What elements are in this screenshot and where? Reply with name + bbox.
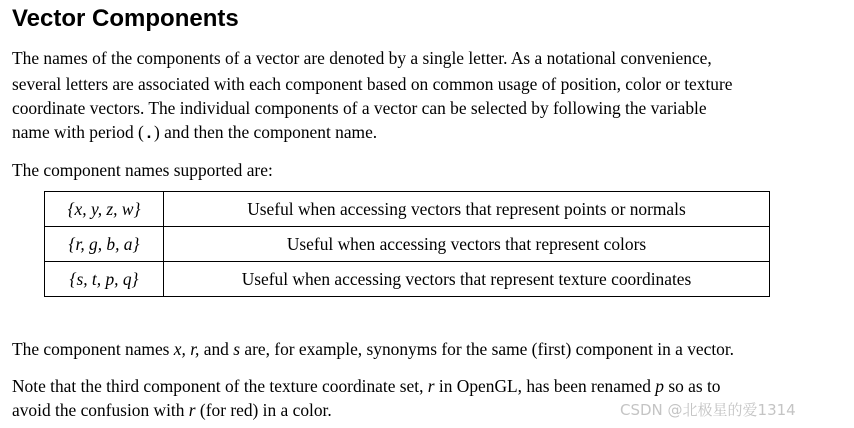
intro-line-4-text: name with period (	[12, 122, 144, 142]
synonyms-text-3: and	[199, 339, 234, 359]
component-description: Useful when accessing vectors that represent points or normals	[164, 192, 770, 227]
synonyms-text-1: The component names	[12, 339, 174, 359]
supported-intro: The component names supported are:	[12, 160, 273, 180]
component-letters: {x, y, z, w}	[45, 192, 164, 227]
intro-line-4	[12, 120, 377, 147]
synonyms-paragraph	[12, 337, 734, 361]
note-p: p	[655, 376, 664, 396]
intro-line-2: several letters are associated with each component based on common usage of position, color or texture	[12, 74, 733, 94]
component-names-table	[44, 191, 770, 297]
note-line-2	[12, 398, 332, 422]
table-row	[45, 227, 770, 262]
note-text-3: so as to	[663, 376, 721, 396]
component-letters: {s, t, p, q}	[45, 262, 164, 297]
intro-line-3: coordinate vectors. The individual components of a vector can be selected by following the variable	[12, 98, 707, 118]
synonym-x: x,	[173, 339, 186, 359]
note-line-1	[12, 374, 721, 398]
component-letters: {r, g, b, a}	[45, 227, 164, 262]
note-r-red: r	[188, 400, 196, 420]
intro-line-1: The names of the components of a vector are denoted by a single letter. As a notational convenience,	[12, 48, 712, 68]
csdn-watermark: CSDN @北极星的爱1314	[620, 401, 796, 419]
component-description: Useful when accessing vectors that represent texture coordinates	[164, 262, 770, 297]
note-text-5: (for red) in a color.	[195, 400, 332, 420]
note-text-2: in OpenGL, has been renamed	[434, 376, 656, 396]
intro-line-4-rest: ) and then the component name.	[154, 122, 378, 142]
synonym-s: s	[233, 339, 240, 359]
note-r: r	[427, 376, 435, 396]
table-row	[45, 262, 770, 297]
section-heading: Vector Components	[12, 5, 239, 32]
note-text-4: avoid the confusion with	[12, 400, 189, 420]
table-row	[45, 192, 770, 227]
synonyms-text-4: are, for example, synonyms for the same (first) component in a vector.	[240, 339, 735, 359]
synonym-r: r,	[190, 339, 200, 359]
component-description: Useful when accessing vectors that represent colors	[164, 227, 770, 262]
period-code: .	[143, 125, 155, 144]
note-text-1: Note that the third component of the texture coordinate set,	[12, 376, 428, 396]
